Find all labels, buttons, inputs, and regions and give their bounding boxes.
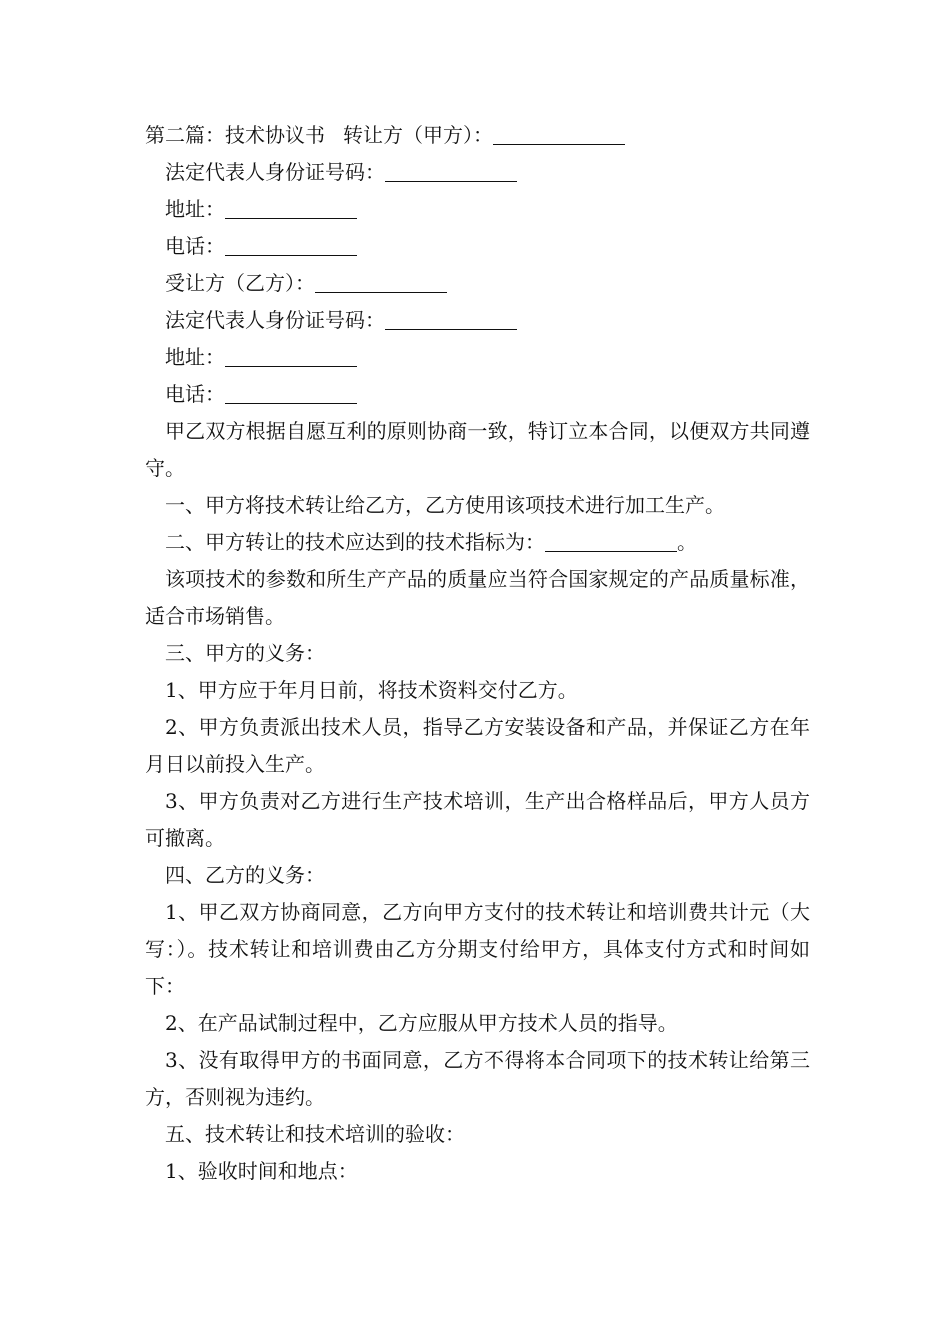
preamble-paragraph: 甲乙双方根据自愿互利的原则协商一致，特订立本合同，以便双方共同遵守。	[145, 419, 810, 480]
clause-2	[145, 524, 810, 561]
clause-3-item-1: 1、甲方应于年月日前，将技术资料交付乙方。	[165, 678, 578, 702]
quality-paragraph: 该项技术的参数和所生产产品的质量应当符合国家规定的产品质量标准，适合市场销售。	[145, 567, 810, 628]
fill-in-blank	[493, 122, 625, 145]
party-a-address-line	[145, 191, 810, 228]
clause-4-heading: 四、乙方的义务：	[165, 863, 325, 887]
transferor-label: 转让方（甲方）：	[343, 123, 493, 147]
fill-in-blank	[225, 344, 357, 367]
id-number-label: 法定代表人身份证号码：	[165, 160, 385, 184]
fill-in-blank	[385, 159, 517, 182]
clause-3-item-2: 2、甲方负责派出技术人员，指导乙方安装设备和产品，并保证乙方在年月日以前投入生产。	[145, 715, 810, 776]
phone-label: 电话：	[165, 382, 225, 406]
party-b-phone-line	[145, 376, 810, 413]
title-line	[145, 117, 810, 154]
clause-2-text: 二、甲方转让的技术应达到的技术指标为：	[165, 530, 545, 554]
contract-body	[145, 117, 810, 1190]
party-b-id-line	[145, 302, 810, 339]
fill-in-blank	[225, 233, 357, 256]
address-label: 地址：	[165, 345, 225, 369]
fill-in-blank	[385, 307, 517, 330]
clause-3-heading: 三、甲方的义务：	[165, 641, 325, 665]
transferee-line	[145, 265, 810, 302]
clause-3-item-3: 3、甲方负责对乙方进行生产技术培训，生产出合格样品后，甲方人员方可撤离。	[145, 789, 810, 850]
clause-5-heading: 五、技术转让和技术培训的验收：	[165, 1122, 465, 1146]
fill-in-blank	[225, 196, 357, 219]
address-label: 地址：	[165, 197, 225, 221]
fill-in-blank	[225, 381, 357, 404]
phone-label: 电话：	[165, 234, 225, 258]
transferee-label: 受让方（乙方）：	[165, 271, 315, 295]
party-a-id-line	[145, 154, 810, 191]
party-b-address-line	[145, 339, 810, 376]
party-a-phone-line	[145, 228, 810, 265]
fill-in-blank	[545, 529, 677, 552]
section-title: 第二篇：技术协议书	[145, 123, 325, 147]
clause-4-item-2: 2、在产品试制过程中，乙方应服从甲方技术人员的指导。	[165, 1011, 678, 1035]
clause-1: 一、甲方将技术转让给乙方，乙方使用该项技术进行加工生产。	[165, 493, 725, 517]
id-number-label: 法定代表人身份证号码：	[165, 308, 385, 332]
clause-5-item-1: 1、验收时间和地点：	[165, 1159, 358, 1183]
clause-4-item-1: 1、甲乙双方协商同意，乙方向甲方支付的技术转让和培训费共计元（大写：）。技术转让和培训费由乙方分期支付给甲方，具体支付方式和时间如下：	[145, 900, 810, 998]
fill-in-blank	[315, 270, 447, 293]
clause-2-end: 。	[677, 530, 697, 554]
clause-4-item-3: 3、没有取得甲方的书面同意，乙方不得将本合同项下的技术转让给第三方，否则视为违约。	[145, 1048, 810, 1109]
